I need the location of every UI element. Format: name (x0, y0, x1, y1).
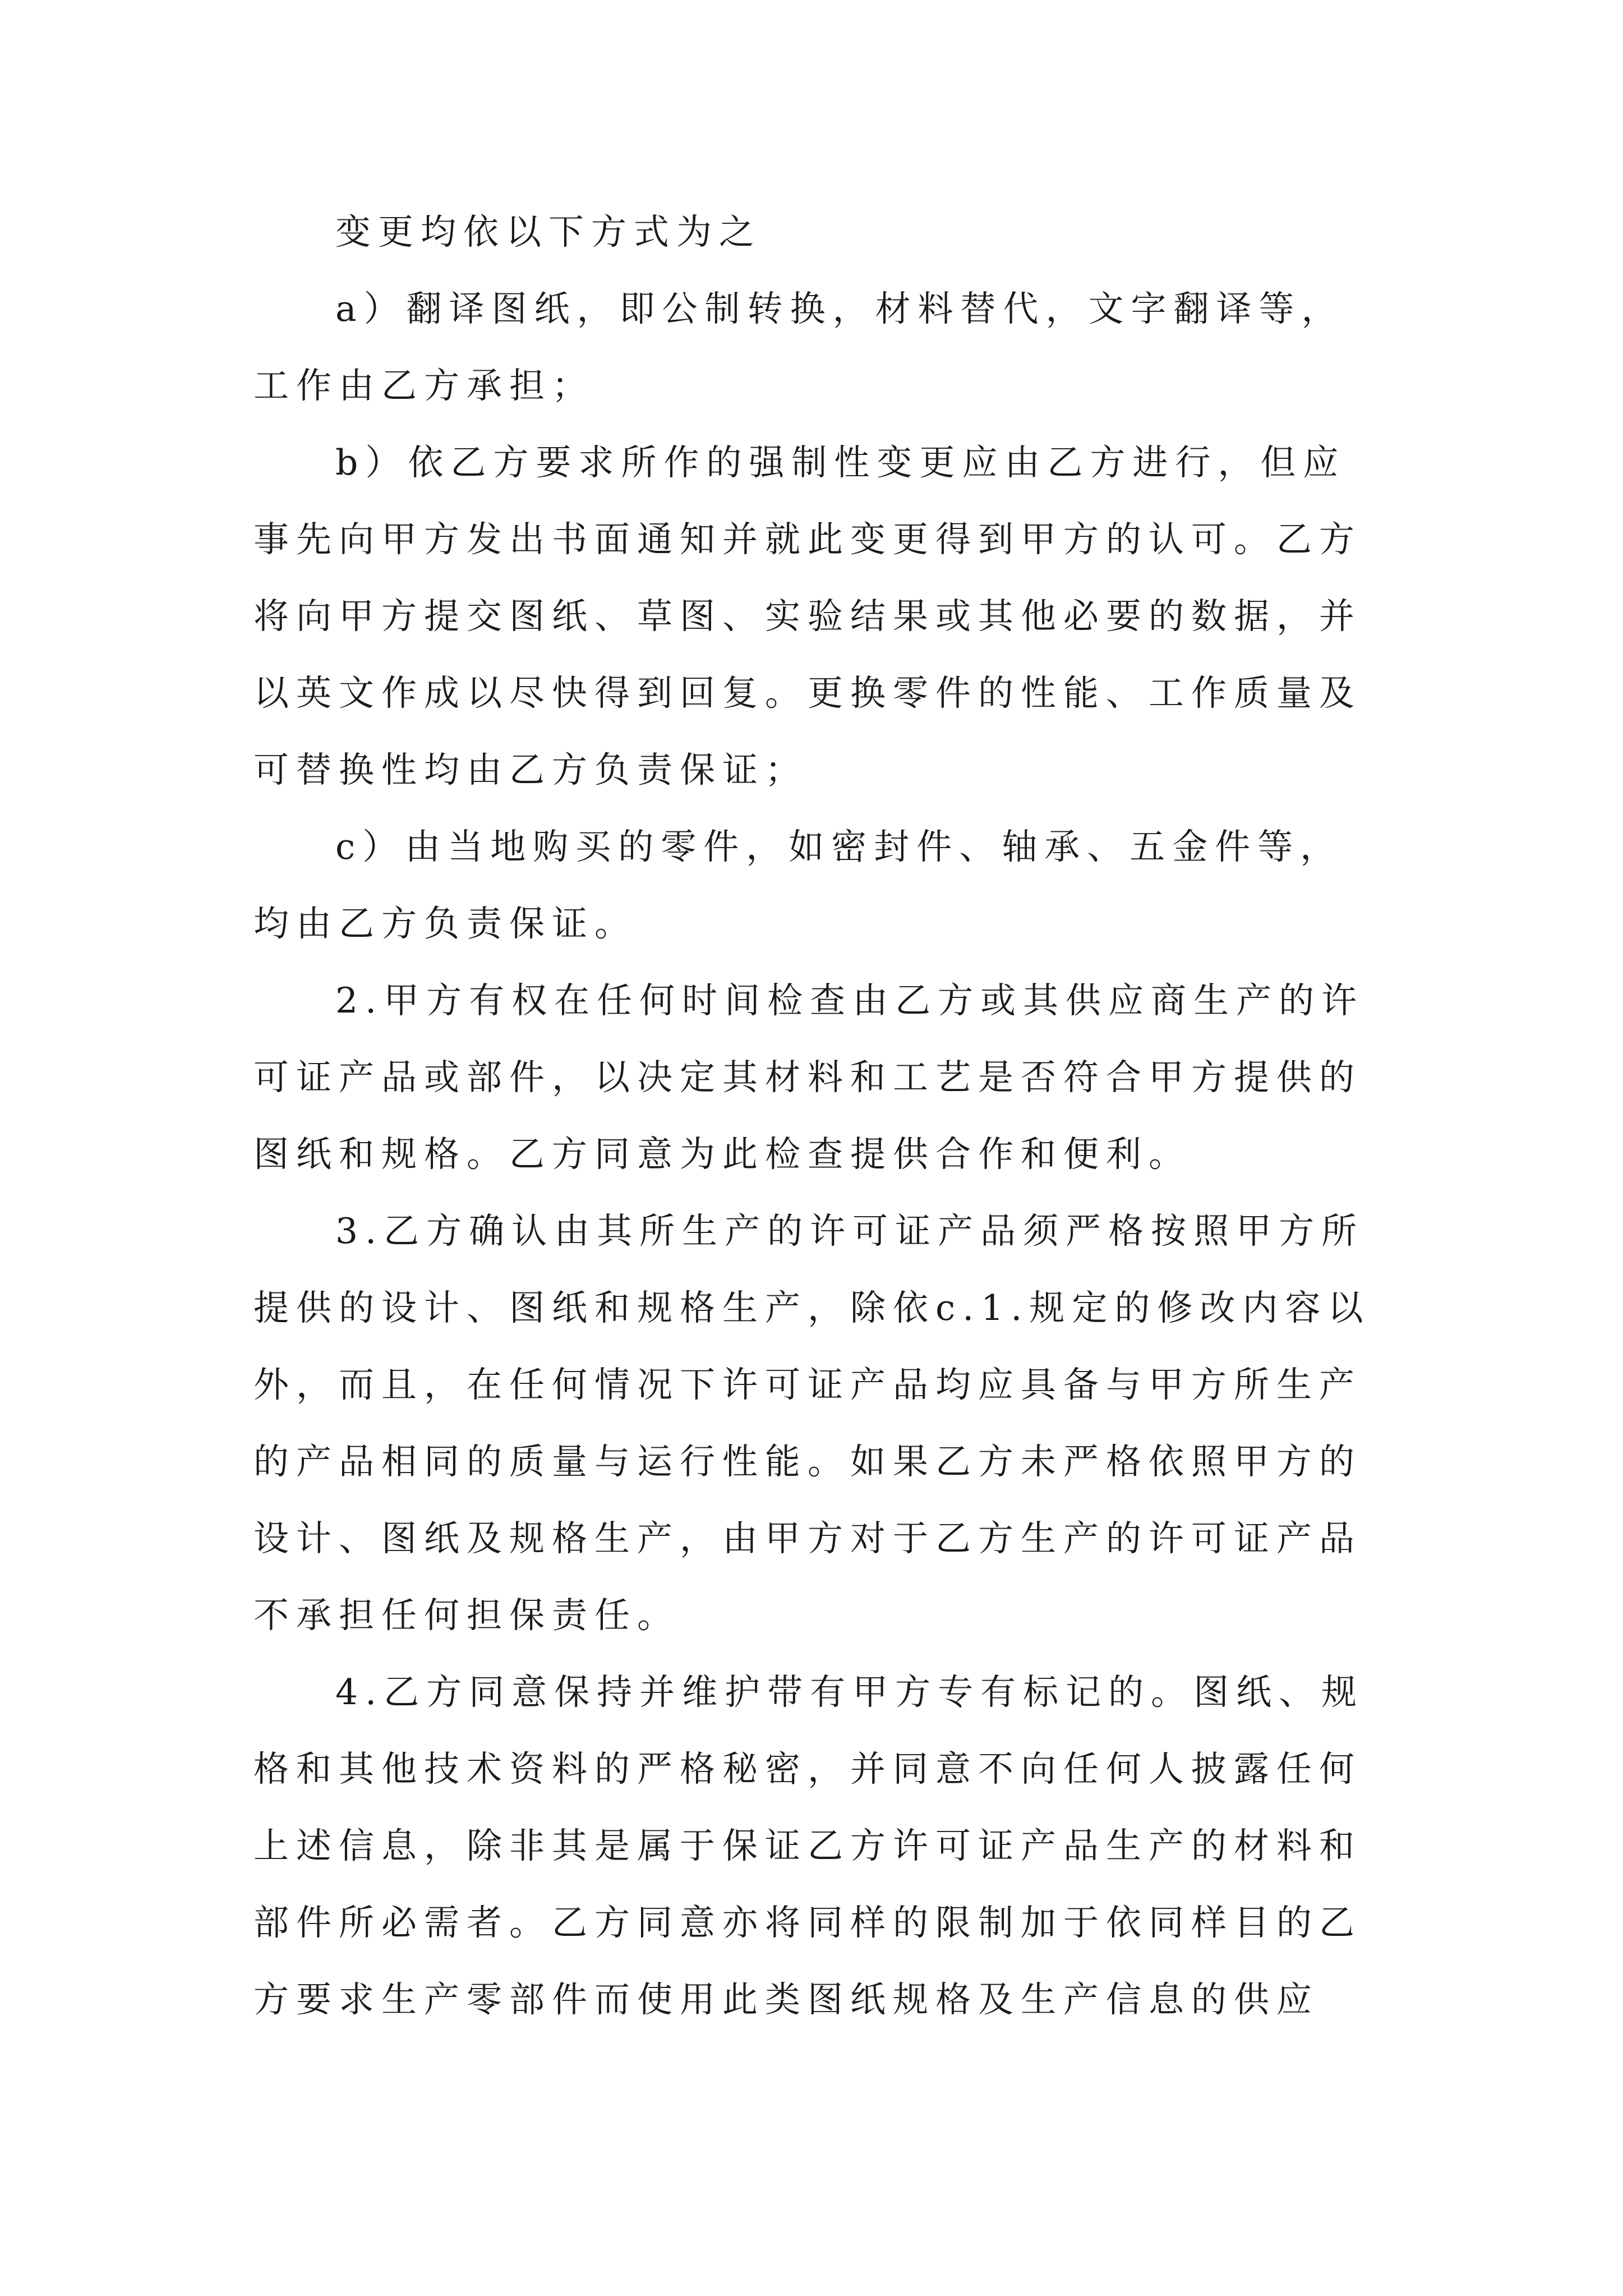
paragraph-item-a: a）翻译图纸，即公制转换，材料替代，文字翻译等，工作由乙方承担； (253, 288, 1344, 406)
paragraph-intro: 变更均依以下方式为之 (335, 211, 762, 252)
paragraph-clause-3: 3.乙方确认由其所生产的许可证产品须严格按照甲方所提供的设计、图纸和规格生产，除依c.1.规定的修改内容以外，而且，在任何情况下许可证产品均应具备与甲方所生产的产品相同的质量与运行性能。如果乙方未严格依照甲方的设计、图纸及规格生产，由甲方对于乙方生产的许可证产品不承担任何担保责任。 (253, 1211, 1371, 1636)
paragraph-clause-4: 4.乙方同意保持并维护带有甲方专有标记的。图纸、规格和其他技术资料的严格秘密，并同意不向任何人披露任何上述信息，除非其是属于保证乙方许可证产品生产的材料和部件所必需者。乙方同意亦将同样的限制加于依同样目的乙方要求生产零部件而使用此类图纸规格及生产信息的供应 (253, 1672, 1364, 2020)
paragraph-clause-2: 2.甲方有权在任何时间检查由乙方或其供应商生产的许可证产品或部件，以决定其材料和工艺是否符合甲方提供的图纸和规格。乙方同意为此检查提供合作和便利。 (253, 980, 1364, 1175)
document-body (253, 194, 1381, 2038)
paragraph-item-b: b）依乙方要求所作的强制性变更应由乙方进行，但应事先向甲方发出书面通知并就此变更得到甲方的认可。乙方将向甲方提交图纸、草图、实验结果或其他必要的数据，并以英文作成以尽快得到回复。更换零件的性能、工作质量及可替换性均由乙方负责保证； (253, 442, 1362, 790)
paragraph-item-c: c）由当地购买的零件，如密封件、轴承、五金件等，均由乙方负责保证。 (253, 826, 1343, 944)
